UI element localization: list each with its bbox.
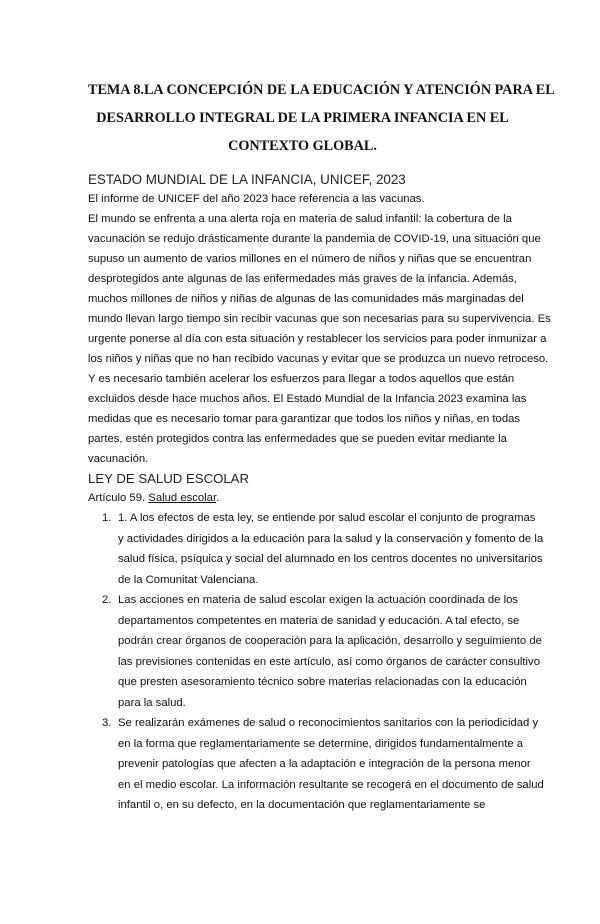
list-item-line: Se realizarán exámenes de salud o reconocimientos sanitarios con la periodicidad y [118,717,539,729]
list-item-number: 3. [102,717,112,729]
title-line: TEMA 8.LA CONCEPCIÓN DE LA EDUCACIÓN Y ATENCIÓN PARA EL [88,82,555,98]
document-page [0,76,600,924]
list-item-line: podrán crear órganos de cooperación para la aplicación, desarrollo y seguimiento de [118,635,542,647]
paragraph-line: El informe de UNICEF del año 2023 hace referencia a las vacunas. [88,193,425,205]
paragraph-line: excluidos desde hace muchos años. El Estado Mundial de la Infancia 2023 examina las [88,393,527,405]
paragraph-line: muchos millones de niños y niñas de algunas de las comunidades más marginadas del [88,293,524,305]
paragraph-line: supuso un aumento de varios millones en el número de niños y niñas que se encuentran [88,253,532,265]
section-heading-unicef: ESTADO MUNDIAL DE LA INFANCIA, UNICEF, 2023 [88,172,406,187]
article-heading [88,488,517,508]
list-item-line: infantil o, en su defecto, en la documentación que reglamentariamente se [118,799,486,811]
list-item-number: 2. [102,594,112,606]
paragraph-line: vacunación. [88,453,149,465]
paragraph-line: desprotegidos ante algunas de las enfermedades más graves de la infancia. Además, [88,273,517,285]
paragraph-line: El mundo se enfrenta a una alerta roja en materia de salud infantil: la cobertura de la [88,213,512,225]
list-item-line: para la salud. [118,696,186,709]
list-item-line: departamentos competentes en materia de sanidad y educación. A tal efecto, se [118,614,520,627]
list-item-line: las previsiones contenidas en este artículo, así como órganos de carácter consultivo [118,655,540,668]
article-items [88,508,544,816]
list-item-line: que presten asesoramiento técnico sobre materias relacionadas con la educación [118,676,527,688]
article-prefix: Artículo 59. [88,492,149,504]
article-suffix: . [216,492,220,504]
list-item [88,508,544,590]
paragraph-line: urgente ponerse al día con esta situación y restablecer los servicios para poder inmunizar a [88,333,547,345]
list-item-line: de la Comunitat Valenciana. [118,573,259,586]
paragraph-line: Y es necesario también acelerar los esfuerzos para llegar a todos aquellos que están [88,373,515,385]
paragraph-line: vacunación se redujo drásticamente durante la pandemia de COVID-19, una situación que [88,233,541,245]
list-item-line: 1. A los efectos de esta ley, se entiende por salud escolar el conjunto de programas [118,512,536,524]
paragraph-line: partes, estén protegidos contra las enfermedades que se pueden evitar mediante la [88,433,507,445]
paragraph-line: mundo llevan largo tiempo sin recibir vacunas que son necesarias para su supervivencia. Es [88,313,551,325]
list-item [88,713,544,816]
list-item-line: salud física, psíquica y social del alumnado en los centros docentes no universitarios [118,553,543,565]
list-item-number: 1. [102,512,112,524]
paragraph-line: los niños y niñas que no han recibido vacunas y evitar que se produzca un nuevo retroceso. [88,353,549,365]
paragraph-line: medidas que es necesario tomar para garantizar que todos los niños y niñas, en todas [88,413,521,425]
list-item-line: Las acciones en materia de salud escolar exigen la actuación coordinada de los [118,594,519,606]
list-item-line: en el medio escolar. La información resultante se recogerá en el documento de salud [118,778,544,791]
list-item-line: prevenir patologías que afecten a la adaptación e integración de la persona menor [118,758,531,770]
title-line: CONTEXTO GLOBAL. [228,138,377,154]
section-body-unicef [88,189,551,469]
article-title: Salud escolar [148,492,217,504]
document-title [88,76,555,160]
title-line: DESARROLLO INTEGRAL DE LA PRIMERA INFANCIA EN EL [96,110,509,126]
section-heading-ley: LEY DE SALUD ESCOLAR [88,471,249,486]
list-item [88,590,542,713]
list-item-line: y actividades dirigidos a la educación para la salud y la conservación y fomento de la [118,532,544,545]
list-item-line: en la forma que reglamentariamente se determine, dirigidos fundamentalmente a [118,737,524,750]
